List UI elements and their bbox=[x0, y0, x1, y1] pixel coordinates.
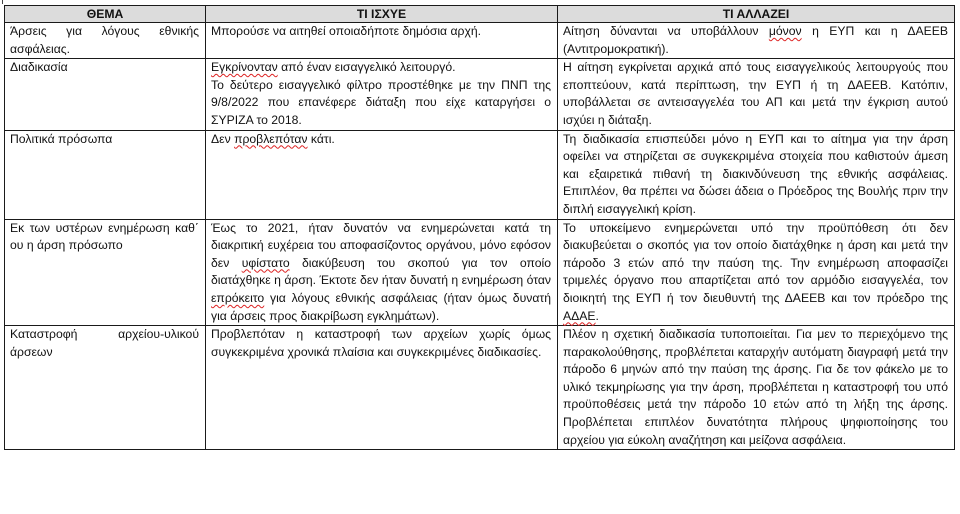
cell-after bbox=[558, 219, 955, 326]
cell-before bbox=[206, 219, 558, 326]
header-theme: ΘΕΜΑ bbox=[5, 6, 206, 23]
spellcheck-flagged-word: ΑΔΑΕ bbox=[563, 308, 596, 323]
after-paragraph bbox=[563, 220, 948, 326]
spellcheck-flagged-word: επρόκειτο bbox=[211, 290, 265, 305]
cell-after bbox=[558, 59, 955, 130]
text-segment: . bbox=[595, 308, 599, 323]
text-segment: Τη διαδικασία επισπεύδει μόνο η ΕΥΠ και το αίτημα για την άρση οφείλει να στηρίζεται σε συγκεκριμένα στοιχεία που καθιστούν άμεση και εξαιρετικά πιθανή τη διακινδύνευση της εθνικής ασφάλειας. Επιπλέον, θα πρέπει να δώσει άδεια ο Πρόεδρος της Βουλής πριν την διπλή εισαγγελική κρίση. bbox=[563, 131, 948, 216]
text-segment: Πλέον η σχετική διαδικασία τυποποιείται. Για μεν το περιεχόμενο της παρακολούθησης, προβλέπεται καταρχήν αυτόματη διαγραφή μετά την πάροδο 6 μηνών από την παύση της άρσης. Για δε τον φάκελο με το υλικό τεκμηρίωσης για την άρση, προβλέπεται η καταστροφή του υπό προϋποθέσεις μετά την πάροδο 10 ετών από τη λήξη της άρσης. Προβλέπεται επιπλέον δυνατότητα πλήρους ψηφιοποίησης του αρχείου για εύκολη αναζήτηση και μείζονα ασφάλεια. bbox=[563, 327, 948, 447]
before-paragraph bbox=[211, 221, 551, 288]
text-segment: Δεν bbox=[211, 131, 235, 146]
cell-theme: Καταστροφή αρχείου-υλικού άρσεων bbox=[5, 326, 206, 450]
spellcheck-flagged-word: μόνον bbox=[768, 24, 802, 38]
before-paragraph bbox=[211, 131, 551, 149]
cell-theme: Εκ των υστέρων ενημέρωση καθ΄ ου η άρση πρόσωπο bbox=[5, 219, 206, 326]
text-segment: Το δεύτερο εισαγγελικό φίλτρο προστέθηκε με την ΠΝΠ της 9/8/2022 που επανέφερε διάταξη που είχε καταργήσει ο ΣΥΡΙΖΑ το 2018. bbox=[211, 77, 551, 127]
before-paragraph: Μπορούσε να αιτηθεί οποιαδήποτε δημόσια αρχή. bbox=[211, 24, 482, 38]
cell-before bbox=[206, 326, 558, 450]
after-paragraph bbox=[563, 59, 948, 129]
page-corner-mark bbox=[2, 0, 3, 4]
table-row bbox=[5, 326, 955, 450]
table-header-row bbox=[5, 6, 955, 23]
cell-before bbox=[206, 23, 558, 59]
before-paragraph bbox=[211, 59, 551, 77]
header-before: ΤΙ ΙΣΧΥΕ bbox=[206, 6, 558, 23]
table-row bbox=[5, 130, 955, 219]
before-paragraph bbox=[211, 291, 551, 323]
text-segment: κάτι. bbox=[307, 131, 335, 146]
text-segment: από έναν εισαγγελικό λειτουργό. bbox=[277, 60, 456, 75]
spellcheck-flagged-word: υφίστατο bbox=[241, 255, 290, 270]
cell-before bbox=[206, 59, 558, 130]
cell-after bbox=[558, 23, 955, 59]
text-segment: η ΕΥΠ και η ΔΑΕΕΒ (Αντιτρομοκρατική). bbox=[563, 24, 949, 56]
header-after: ΤΙ ΑΛΛΑΖΕΙ bbox=[558, 6, 955, 23]
after-paragraph bbox=[563, 326, 948, 449]
text-segment: Αίτηση δύνανται να υποβάλλουν bbox=[563, 24, 769, 38]
after-paragraph bbox=[563, 131, 948, 219]
cell-theme: Άρσεις για λόγους εθνικής ασφάλειας. bbox=[5, 23, 206, 59]
cell-theme: Πολιτικά πρόσωπα bbox=[5, 130, 206, 219]
after-paragraph bbox=[563, 23, 948, 58]
cell-after bbox=[558, 326, 955, 450]
cell-after bbox=[558, 130, 955, 219]
table-row bbox=[5, 23, 955, 59]
before-paragraph bbox=[211, 77, 551, 130]
cell-theme: Διαδικασία bbox=[5, 59, 206, 130]
cell-before bbox=[206, 130, 558, 219]
text-segment: Προβλεπόταν η καταστροφή των αρχείων χωρίς όμως συγκεκριμένα χρονικά πλαίσια και συγκεκριμένες διαδικασίες. bbox=[211, 327, 551, 359]
table-body bbox=[5, 23, 955, 450]
text-segment: Έως το 2021, ήταν δυνατόν να ενημερώνεται κατά τη διακριτική ευχέρεια του αποφασίζοντος οργάνου, μόνο εφόσον δεν bbox=[211, 220, 551, 270]
comparison-table bbox=[4, 5, 955, 450]
text-segment: διακύβευση του σκοπού για τον οποίο διατάχθηκε η άρση. Έκτοτε δεν ήταν δυνατή η ενημέρωση όταν bbox=[211, 255, 552, 288]
table-row bbox=[5, 59, 955, 130]
spellcheck-flagged-word: Εγκρίνονταν bbox=[211, 60, 278, 75]
before-paragraph bbox=[211, 326, 551, 361]
text-segment: Το υποκείμενο ενημερώνεται υπό την προϋπόθεση ότι δεν διακυβεύεται ο σκοπός για τον οποίο διατάχθηκε η άρση και μετά την πάροδο 3 ετών από την παύση της. Την ενημέρωση αποφασίζει τριμελές όργανο που απαρτίζεται από τον αρμόδιο εισαγγελέα, τον διοικητή της ΕΥΠ ή τον διευθυντή της ΔΑΕΕΒ και τον πρόεδρο της bbox=[563, 220, 948, 305]
spellcheck-flagged-word: προβλεπόταν bbox=[234, 131, 308, 146]
text-segment: Η αίτηση εγκρίνεται αρχικά από τους εισαγγελικούς λειτουργούς που εποπτεύουν, κατά περίπτωση, την ΕΥΠ ή τη ΔΑΕΕΒ. Κατόπιν, υποβάλλεται σε αντεισαγγελέα του ΑΠ και μετά την έγκριση αυτού ισχύει η διάταξη. bbox=[563, 60, 948, 127]
table-row bbox=[5, 219, 955, 326]
text-segment: για λόγους εθνικής ασφάλειας (ήταν όμως δυνατή για άρσεις προς διακρίβωση εγκλημάτων). bbox=[211, 290, 551, 323]
